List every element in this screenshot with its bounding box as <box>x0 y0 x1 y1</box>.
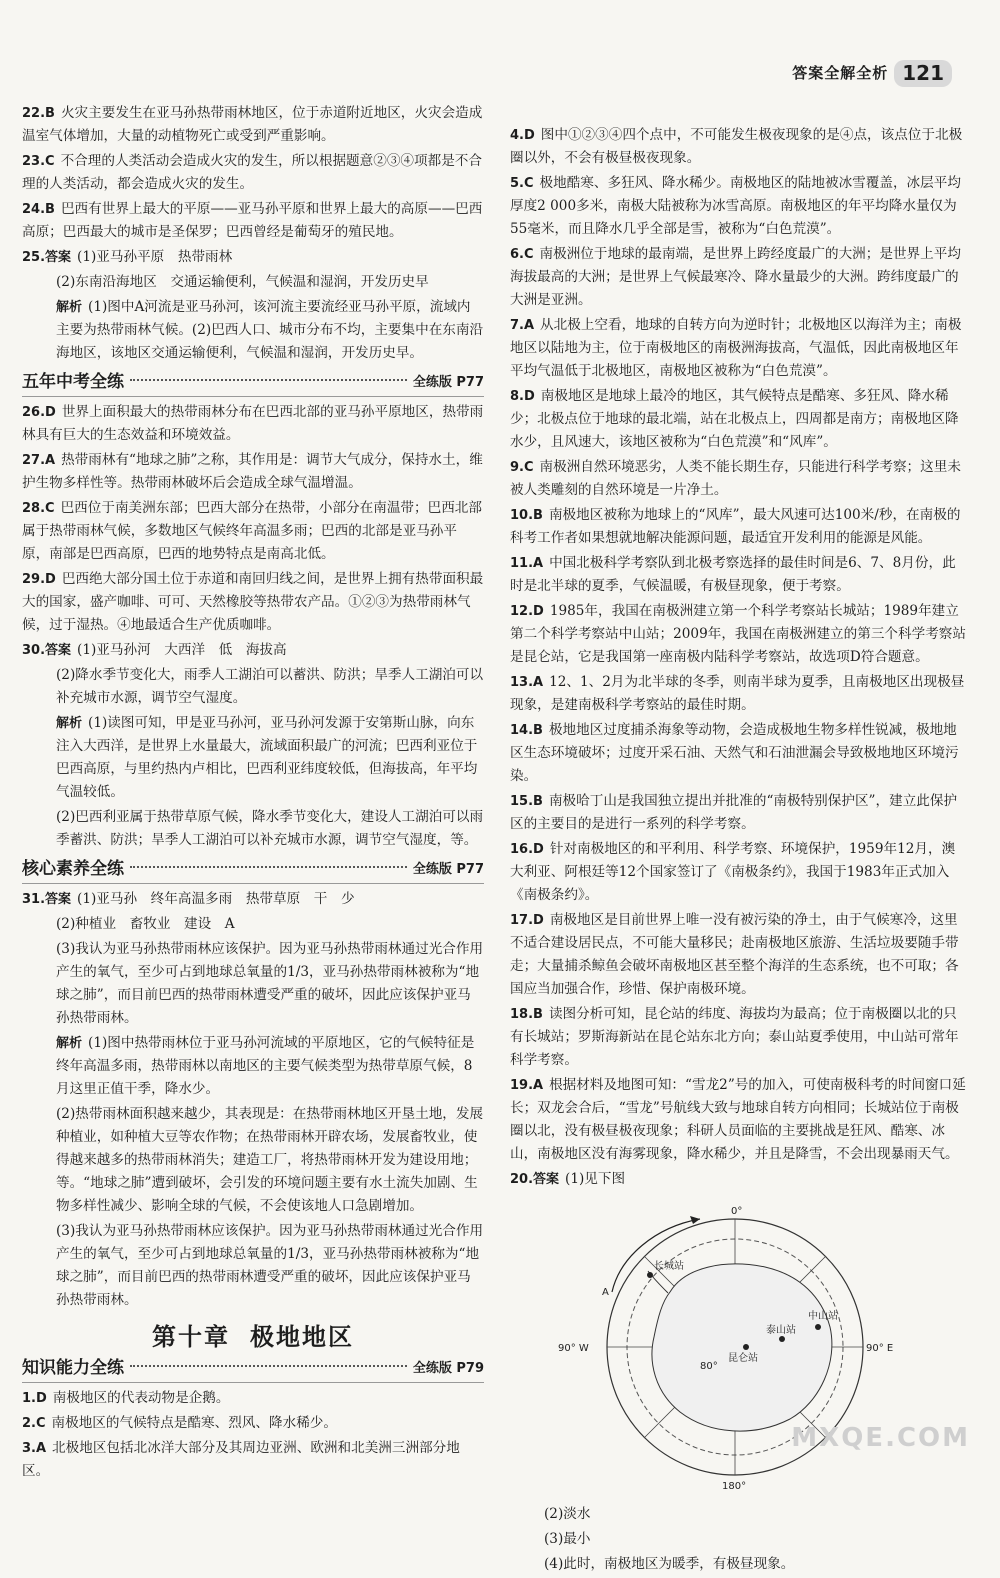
answer-number: 20.答案 <box>510 1172 560 1187</box>
section-ref: 全练版 P77 <box>412 862 484 877</box>
answer-text: 不合理的人类活动会造成火灾的发生，所以根据题意②③④项都是不合理的人类活动，都会造成火灾的发生。 <box>22 153 482 192</box>
answer-number: 25.答案 <box>22 250 72 265</box>
answer-item <box>22 1412 484 1435</box>
answer-number: 12.D <box>510 604 544 619</box>
analysis-text: (1)图中A河流是亚马孙河，该河流主要流经亚马孙平原，流域内主要为热带雨林气候。(2)巴西人口、城市分布不均，主要集中在东南沿海地区，该地区交通运输便利，气候温和湿润，开发历史早。 <box>56 299 484 361</box>
answer-text: (1)亚马孙平原 热带雨林 <box>77 249 233 265</box>
label-90e: 90° E <box>866 1343 894 1354</box>
taishan-station-marker <box>779 1336 785 1342</box>
answer-item <box>510 671 968 717</box>
answer-number: 29.D <box>22 572 56 587</box>
analysis <box>22 1032 484 1101</box>
leader-dots <box>130 379 407 381</box>
answer-part: (2)降水季节变化大，雨季人工湖泊可以蓄洪、防洪；旱季人工湖泊可以补充城市水源，调节空气湿度。 <box>56 667 484 706</box>
answer-item <box>22 568 484 637</box>
analysis-part: (2)热带雨林面积越来越少，其表现是：在热带雨林地区开垦土地，发展种植业，如种植大豆等农作物；在热带雨林开辟农场，发展畜牧业，使得越来越多的热带雨林消失；建造工厂，将热带雨林开发为建设用地；等。“地球之肺”遭到破坏，会引发的环境问题主要有水土流失加剧、生物多样性减少、影响全球的气候，不会使该地人口急剧增加。 <box>56 1106 484 1214</box>
answer-number: 6.C <box>510 247 534 262</box>
answer-number: 8.D <box>510 389 535 404</box>
chapter-number: 第十章 <box>152 1323 230 1351</box>
page-number: 121 <box>894 60 952 87</box>
answer-text: (1)亚马孙 终年高温多雨 热带草原 干 少 <box>77 891 355 907</box>
answer-number: 4.D <box>510 128 535 143</box>
answer-number: 3.A <box>22 1441 47 1456</box>
answer-item <box>510 172 968 241</box>
answer-number: 17.D <box>510 913 544 928</box>
answer-number: 24.B <box>22 202 55 217</box>
section-title: 核心素养全练 <box>22 859 124 879</box>
answer-item <box>510 243 968 312</box>
answer-number: 14.B <box>510 723 543 738</box>
answer-item <box>510 600 968 669</box>
changcheng-station-marker <box>647 1272 653 1278</box>
answer-item-30 <box>22 639 484 662</box>
label-90w: 90° W <box>558 1343 589 1354</box>
answer-number: 2.C <box>22 1416 46 1431</box>
answer-number: 15.B <box>510 794 543 809</box>
answer-item <box>510 314 968 383</box>
answer-text: (1)亚马孙河 大西洋 低 海拔高 <box>77 642 287 658</box>
answer-text: 火灾主要发生在亚马孙热带雨林地区，位于赤道附近地区，火灾会造成温室气体增加，大量的动植物死亡或受到严重影响。 <box>22 105 483 144</box>
answer-part: (2)淡水 <box>544 1506 591 1522</box>
answer-text: 极地地区过度捕杀海象等动物，会造成极地生物多样性锐减，极地地区生态环境破坏；过度开采石油、天然气和石油泄漏会导致极地地区环境污染。 <box>510 722 959 784</box>
answer-item <box>510 1003 968 1072</box>
antarctica-outline <box>652 1264 832 1431</box>
answer-number: 11.A <box>510 556 544 571</box>
answer-item <box>510 456 968 502</box>
label-a: A <box>602 1287 609 1298</box>
answer-part: (2)东南沿海地区 交通运输便利，气候温和湿润，开发历史早 <box>56 274 429 290</box>
answer-item-20 <box>510 1168 968 1191</box>
answer-number: 28.C <box>22 501 55 516</box>
label-180: 180° <box>722 1481 747 1492</box>
answer-item <box>510 124 968 170</box>
answer-text: 北极地区包括北冰洋大部分及其周边亚洲、欧洲和北美洲三洲部分地区。 <box>22 1440 460 1479</box>
chapter-title <box>22 1323 484 1351</box>
answer-text: 南极地区的气候特点是酷寒、烈风、降水稀少。 <box>51 1415 337 1431</box>
answer-item <box>510 504 968 550</box>
analysis-label: 解析 <box>56 300 83 315</box>
answer-item <box>510 552 968 598</box>
answer-text: 南极地区是目前世界上唯一没有被污染的净土，由于气候寒冷，这里不适合建设居民点，不可能大量移民；赴南极地区旅游、生活垃圾要随手带走；大量捕杀鲸鱼会破坏南极地区甚至整个海洋的生态系统，也不可取；各国应当加强合作，珍惜、保护南极环境。 <box>510 912 959 997</box>
section-ref: 全练版 P77 <box>412 375 484 390</box>
header-title: 答案全解全析 <box>792 64 889 82</box>
answer-number: 30.答案 <box>22 643 72 658</box>
answer-item <box>22 401 484 447</box>
page-header <box>792 60 952 87</box>
leader-dots <box>130 1365 407 1367</box>
leader-dots <box>130 866 407 868</box>
answer-item-25 <box>22 246 484 269</box>
answer-number: 18.B <box>510 1007 543 1022</box>
answer-number: 10.B <box>510 508 543 523</box>
answer-part: (2)种植业 畜牧业 建设 A <box>56 916 235 932</box>
label-zhongshan: 中山站 <box>808 1311 838 1322</box>
answer-item <box>510 909 968 1001</box>
answer-item <box>22 1437 484 1483</box>
section-title: 五年中考全练 <box>22 372 124 392</box>
analysis-part: (3)我认为亚马孙热带雨林应该保护。因为亚马孙热带雨林通过光合作用产生的氧气，至少可占到地球总氧量的1/3，亚马孙热带雨林被称为“地球之肺”，而目前巴西的热带雨林遭受严重的破坏，因此应该保护亚马孙热带雨林。 <box>56 1223 484 1308</box>
answer-text: 巴西有世界上最大的平原——亚马孙平原和世界上最大的高原——巴西高原；巴西最大的城市是圣保罗；巴西曾经是葡萄牙的殖民地。 <box>22 201 483 240</box>
section-title: 知识能力全练 <box>22 1358 124 1378</box>
answer-text: 南极地区被称为地球上的“风库”，最大风速可达100米/秒，在南极的科考工作者如果想就地解决能源问题，最适宜开发利用的能源是风能。 <box>510 507 961 546</box>
answer-text: 从北极上空看，地球的自转方向为逆时针；北极地区以海洋为主；南极地区以陆地为主，位于南极地区的南极洲海拔高，气温低，因此南极地区年平均气温低于北极地区，南极地区被称为“白色荒漠”。 <box>510 317 962 379</box>
watermark: MXQE.COM <box>791 1423 970 1453</box>
label-80: 80° <box>700 1361 718 1372</box>
answer-text: 南极洲位于地球的最南端，是世界上跨经度最广的大洲；是世界上平均海拔最高的大洲；是世界上气候最寒冷、降水量最少的大洲。跨纬度最广的大洲是亚洲。 <box>510 246 961 308</box>
answer-text: 南极哈丁山是我国独立提出并批准的“南极特别保护区”，建立此保护区的主要目的是进行一系列的科学考察。 <box>510 793 958 832</box>
analysis-label: 解析 <box>56 1036 83 1051</box>
answer-part: (4)此时，南极地区为暖季，有极昼现象。 <box>544 1556 795 1572</box>
answer-text: 热带雨林有“地球之肺”之称，其作用是：调节大气成分，保持水土，维护生物多样性等。热带雨林破坏后会造成全球气温增温。 <box>22 452 483 491</box>
answer-text: 巴西绝大部分国土位于赤道和南回归线之间，是世界上拥有热带面积最大的国家，盛产咖啡、可可、天然橡胶等热带农产品。①②③为热带雨林气候，过于湿热。④地最适合生产优质咖啡。 <box>22 571 484 633</box>
answer-text: 巴西位于南美洲东部；巴西大部分在热带，小部分在南温带；巴西北部属于热带雨林气候，多数地区气候终年高温多雨；巴西的北部是亚马孙平原，南部是巴西高原，巴西的地势特点是南高北低。 <box>22 500 482 562</box>
answer-number: 5.C <box>510 176 534 191</box>
answer-item <box>22 102 484 148</box>
analysis-text: (1)图中热带雨林位于亚马孙河流域的平原地区，它的气候特征是终年高温多雨，热带雨林以南地区的主要气候类型为热带草原气候，8月这里正值干季，降水少。 <box>56 1035 475 1097</box>
answer-text: 根据材料及地图可知：“雪龙2”号的加入，可使南极科考的时间窗口延长；双龙会合后，“雪龙”号航线大致与地球自转方向相同；长城站位于南极圈以北，没有极昼极夜现象；科研人员面临的主要挑战是狂风、酷寒、冰山，南极地区没有海雾现象，降水稀少，并且是降雪，不会出现暴雨天气。 <box>510 1077 966 1162</box>
answer-item <box>22 497 484 566</box>
route-arrowhead <box>690 1216 700 1224</box>
answer-number: 13.A <box>510 675 544 690</box>
analysis-part: (2)巴西利亚属于热带草原气候，降水季节变化大，建设人工湖泊可以雨季蓄洪、防洪；旱季人工湖泊可以补充城市水源，调节空气湿度，等。 <box>56 809 484 848</box>
answer-item <box>22 198 484 244</box>
chapter-name: 极地地区 <box>250 1323 354 1351</box>
answer-text: (1)见下图 <box>565 1171 626 1187</box>
answer-number: 31.答案 <box>22 892 72 907</box>
answer-number: 22.B <box>22 106 55 121</box>
analysis-text: (1)读图可知，甲是亚马孙河，亚马孙河发源于安第斯山脉，向东注入大西洋，是世界上水量最大，流域面积最广的河流；巴西利亚位于巴西高原，与里约热内卢相比，巴西利亚纬度较低，但海拔高，年平均气温较低。 <box>56 715 478 800</box>
section-ref: 全练版 P79 <box>412 1361 484 1376</box>
left-column <box>22 102 484 1485</box>
answer-item <box>22 1387 484 1410</box>
kunlun-station-marker <box>743 1344 749 1350</box>
answer-item <box>510 790 968 836</box>
answer-number: 23.C <box>22 154 55 169</box>
answer-text: 图中①②③④四个点中，不可能发生极夜现象的是④点，该点位于北极圈以外，不会有极昼极夜现象。 <box>510 127 963 166</box>
answer-item <box>510 385 968 454</box>
label-0: 0° <box>731 1206 743 1217</box>
analysis <box>22 296 484 365</box>
answer-number: 9.C <box>510 460 534 475</box>
analysis-label: 解析 <box>56 716 83 731</box>
label-kunlun: 昆仑站 <box>728 1353 758 1364</box>
answer-text: 中国北极科学考察队到北极考察选择的最佳时间是6、7、8月份，此时是北半球的夏季，气候温暖，有极昼现象，便于考察。 <box>510 555 956 594</box>
answer-text: 读图分析可知，昆仑站的纬度、海拔均为最高；位于南极圈以北的只有长城站；罗斯海新站在昆仑站东北方向；泰山站夏季使用，中山站可常年科学考察。 <box>510 1006 959 1068</box>
answer-item <box>510 838 968 907</box>
answer-number: 7.A <box>510 318 535 333</box>
answer-text: 南极地区是地球上最冷的地区，其气候特点是酷寒、多狂风、降水稀少；北极点位于地球的最北端，站在北极点上，四周都是南方；南极地区降水少，且风速大，该地区被称为“白色荒漠”和“风库”。 <box>510 388 959 450</box>
answer-text: 针对南极地区的和平利用、科学考察、环境保护，1959年12月，澳大利亚、阿根廷等12个国家签订了《南极条约》，我国于1983年正式加入《南极条约》。 <box>510 841 956 903</box>
answer-number: 19.A <box>510 1078 544 1093</box>
answer-item <box>22 150 484 196</box>
answer-number: 16.D <box>510 842 544 857</box>
answer-text: 世界上面积最大的热带雨林分布在巴西北部的亚马孙平原地区，热带雨林具有巨大的生态效益和环境效益。 <box>22 404 484 443</box>
answer-number: 27.A <box>22 453 56 468</box>
label-changcheng: 长城站 <box>654 1261 684 1272</box>
section-header <box>22 858 484 884</box>
answer-text: 南极地区的代表动物是企鹅。 <box>52 1390 230 1406</box>
answer-item <box>510 1074 968 1166</box>
answer-text: 12、1、2月为北半球的冬季，则南半球为夏季，且南极地区出现极昼现象，是建南极科学考察站的最佳时期。 <box>510 674 965 713</box>
answer-number: 26.D <box>22 405 56 420</box>
answer-number: 1.D <box>22 1391 47 1406</box>
answer-text: 南极洲自然环境恶劣，人类不能长期生存，只能进行科学考察；这里未被人类雕刻的自然环境是一片净土。 <box>510 459 961 498</box>
analysis <box>22 712 484 804</box>
answer-part: (3)最小 <box>544 1531 591 1547</box>
zhongshan-station-marker <box>815 1324 821 1330</box>
label-taishan: 泰山站 <box>766 1325 796 1336</box>
answer-text: 1985年，我国在南极洲建立第一个科学考察站长城站；1989年建立第二个科学考察站中山站；2009年，我国在南极洲建立的第三个科学考察站是昆仑站，它是我国第一座南极内陆科学考察站，故选项D符合题意。 <box>510 603 966 665</box>
answer-item-31 <box>22 888 484 911</box>
section-header <box>22 371 484 397</box>
answer-part: (3)我认为亚马孙热带雨林应该保护。因为亚马孙热带雨林通过光合作用产生的氧气，至少可占到地球总氧量的1/3，亚马孙热带雨林被称为“地球之肺”，而目前巴西的热带雨林遭受严重的破坏，因此应该保护亚马孙热带雨林。 <box>56 941 484 1026</box>
answer-item <box>22 449 484 495</box>
section-header <box>22 1357 484 1383</box>
answer-text: 极地酷寒、多狂风、降水稀少。南极地区的陆地被冰雪覆盖，冰层平均厚度2 000多米，南极大陆被称为冰雪高原。南极地区的年平均降水量仅为55毫米，而且降水几乎全部是雪，被称为“白色荒漠”。 <box>510 175 961 237</box>
right-column <box>510 124 968 1578</box>
answer-item <box>510 719 968 788</box>
